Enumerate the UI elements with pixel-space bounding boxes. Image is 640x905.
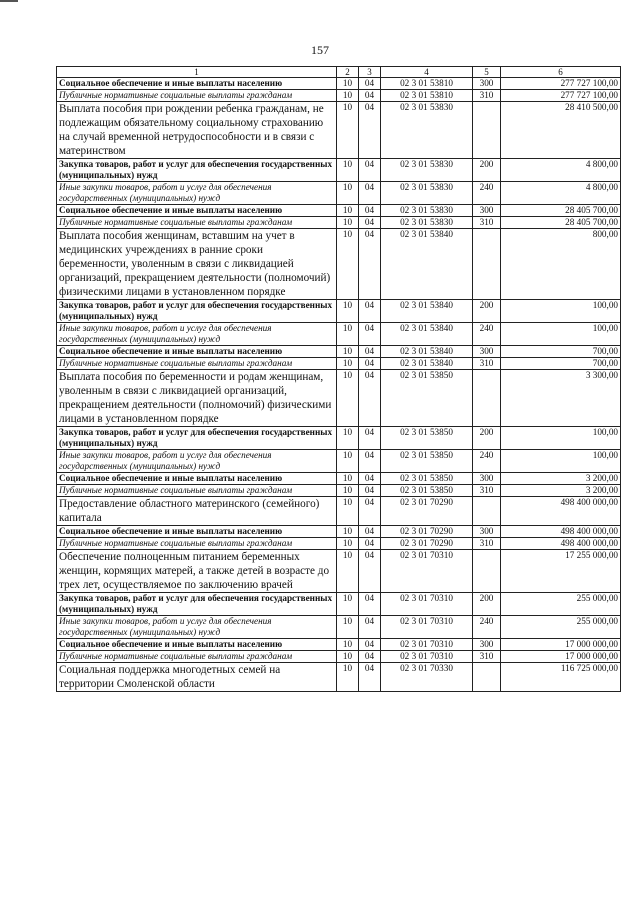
header-cell-6: 6 <box>501 67 621 78</box>
expense-type-code-cell: 310 <box>473 217 501 229</box>
amount-cell: 498 400 000,00 <box>501 497 621 526</box>
amount-cell: 277 727 100,00 <box>501 78 621 90</box>
expense-type-code-cell: 200 <box>473 159 501 182</box>
table-row <box>57 358 621 370</box>
target-article-code-cell: 02 3 01 70290 <box>381 497 473 526</box>
page-number: 157 <box>311 43 329 57</box>
header-cell-1: 1 <box>57 67 337 78</box>
table-row <box>57 593 621 616</box>
table-row <box>57 78 621 90</box>
target-article-code-cell: 02 3 01 53840 <box>381 358 473 370</box>
target-article-code-cell: 02 3 01 53830 <box>381 102 473 159</box>
subsection-code-cell: 04 <box>359 663 381 692</box>
subsection-code-cell: 04 <box>359 550 381 593</box>
table-row <box>57 639 621 651</box>
table-row <box>57 538 621 550</box>
target-article-code-cell: 02 3 01 53850 <box>381 370 473 427</box>
target-article-code-cell: 02 3 01 70310 <box>381 616 473 639</box>
expense-type-code-cell: 310 <box>473 358 501 370</box>
amount-cell: 17 000 000,00 <box>501 639 621 651</box>
item-name-cell: Выплата пособия женщинам, вставшим на учет в медицинских учреждениях в ранние сроки беременности, уволенным в связи с ликвидацией организаций, прекращением деятельности (полномочий) физическими лицами в установленном порядке <box>57 229 337 300</box>
table-row <box>57 229 621 300</box>
target-article-code-cell: 02 3 01 53850 <box>381 450 473 473</box>
subsection-code-cell: 04 <box>359 427 381 450</box>
amount-cell: 498 400 000,00 <box>501 538 621 550</box>
expense-type-code-cell <box>473 497 501 526</box>
item-name-cell: Предоставление областного материнского (семейного) капитала <box>57 497 337 526</box>
expense-type-code-cell <box>473 102 501 159</box>
section-code-cell: 10 <box>337 78 359 90</box>
item-name-cell: Закупка товаров, работ и услуг для обеспечения государственных (муниципальных) нужд <box>57 427 337 450</box>
target-article-code-cell: 02 3 01 53830 <box>381 182 473 205</box>
target-article-code-cell: 02 3 01 70310 <box>381 593 473 616</box>
column-number-header <box>57 67 621 78</box>
section-code-cell: 10 <box>337 473 359 485</box>
item-name-cell: Публичные нормативные социальные выплаты гражданам <box>57 485 337 497</box>
subsection-code-cell: 04 <box>359 217 381 229</box>
subsection-code-cell: 04 <box>359 639 381 651</box>
subsection-code-cell: 04 <box>359 651 381 663</box>
amount-cell: 100,00 <box>501 300 621 323</box>
amount-cell: 277 727 100,00 <box>501 90 621 102</box>
section-code-cell: 10 <box>337 370 359 427</box>
target-article-code-cell: 02 3 01 53850 <box>381 427 473 450</box>
amount-cell: 498 400 000,00 <box>501 526 621 538</box>
section-code-cell: 10 <box>337 497 359 526</box>
target-article-code-cell: 02 3 01 53840 <box>381 229 473 300</box>
subsection-code-cell: 04 <box>359 229 381 300</box>
table-row <box>57 651 621 663</box>
item-name-cell: Социальное обеспечение и иные выплаты населению <box>57 346 337 358</box>
table-row <box>57 370 621 427</box>
table-row <box>57 217 621 229</box>
target-article-code-cell: 02 3 01 53830 <box>381 217 473 229</box>
expense-type-code-cell <box>473 550 501 593</box>
expense-type-code-cell: 300 <box>473 526 501 538</box>
target-article-code-cell: 02 3 01 70310 <box>381 651 473 663</box>
subsection-code-cell: 04 <box>359 497 381 526</box>
item-name-cell: Социальное обеспечение и иные выплаты населению <box>57 639 337 651</box>
section-code-cell: 10 <box>337 217 359 229</box>
item-name-cell: Публичные нормативные социальные выплаты гражданам <box>57 358 337 370</box>
expense-type-code-cell: 240 <box>473 323 501 346</box>
table-row <box>57 205 621 217</box>
expense-type-code-cell: 310 <box>473 651 501 663</box>
item-name-cell: Социальное обеспечение и иные выплаты населению <box>57 473 337 485</box>
section-code-cell: 10 <box>337 663 359 692</box>
amount-cell: 3 200,00 <box>501 485 621 497</box>
target-article-code-cell: 02 3 01 53830 <box>381 205 473 217</box>
amount-cell: 700,00 <box>501 346 621 358</box>
section-code-cell: 10 <box>337 651 359 663</box>
amount-cell: 28 405 700,00 <box>501 205 621 217</box>
subsection-code-cell: 04 <box>359 358 381 370</box>
expense-type-code-cell: 200 <box>473 427 501 450</box>
target-article-code-cell: 02 3 01 53810 <box>381 78 473 90</box>
expense-type-code-cell: 310 <box>473 485 501 497</box>
item-name-cell: Иные закупки товаров, работ и услуг для обеспечения государственных (муниципальных) нужд <box>57 323 337 346</box>
item-name-cell: Социальное обеспечение и иные выплаты населению <box>57 526 337 538</box>
expense-type-code-cell <box>473 663 501 692</box>
expense-type-code-cell: 300 <box>473 78 501 90</box>
table-row <box>57 450 621 473</box>
subsection-code-cell: 04 <box>359 78 381 90</box>
amount-cell: 28 405 700,00 <box>501 217 621 229</box>
target-article-code-cell: 02 3 01 53840 <box>381 323 473 346</box>
amount-cell: 3 200,00 <box>501 473 621 485</box>
item-name-cell: Выплата пособия по беременности и родам женщинам, уволенным в связи с ликвидацией организаций, прекращением деятельности (полномочий) физическими лицами в установленном порядке <box>57 370 337 427</box>
expense-type-code-cell: 240 <box>473 450 501 473</box>
amount-cell: 255 000,00 <box>501 593 621 616</box>
item-name-cell: Публичные нормативные социальные выплаты гражданам <box>57 90 337 102</box>
section-code-cell: 10 <box>337 639 359 651</box>
expense-type-code-cell: 300 <box>473 639 501 651</box>
subsection-code-cell: 04 <box>359 159 381 182</box>
item-name-cell: Обеспечение полноценным питанием беременных женщин, кормящих матерей, а также детей в возрасте до трех лет, осуществляемое по заключению врачей <box>57 550 337 593</box>
table-row <box>57 485 621 497</box>
table-row <box>57 159 621 182</box>
table-row <box>57 102 621 159</box>
section-code-cell: 10 <box>337 526 359 538</box>
item-name-cell: Иные закупки товаров, работ и услуг для обеспечения государственных (муниципальных) нужд <box>57 616 337 639</box>
expense-type-code-cell: 200 <box>473 593 501 616</box>
item-name-cell: Иные закупки товаров, работ и услуг для обеспечения государственных (муниципальных) нужд <box>57 182 337 205</box>
amount-cell: 4 800,00 <box>501 159 621 182</box>
target-article-code-cell: 02 3 01 70290 <box>381 526 473 538</box>
section-code-cell: 10 <box>337 159 359 182</box>
table-row <box>57 497 621 526</box>
amount-cell: 100,00 <box>501 450 621 473</box>
target-article-code-cell: 02 3 01 53830 <box>381 159 473 182</box>
item-name-cell: Публичные нормативные социальные выплаты гражданам <box>57 538 337 550</box>
subsection-code-cell: 04 <box>359 182 381 205</box>
amount-cell: 17 255 000,00 <box>501 550 621 593</box>
expense-type-code-cell <box>473 229 501 300</box>
table-row <box>57 427 621 450</box>
corner-scan-mark <box>0 0 18 2</box>
expense-type-code-cell <box>473 370 501 427</box>
item-name-cell: Закупка товаров, работ и услуг для обеспечения государственных (муниципальных) нужд <box>57 593 337 616</box>
item-name-cell: Публичные нормативные социальные выплаты гражданам <box>57 651 337 663</box>
item-name-cell: Закупка товаров, работ и услуг для обеспечения государственных (муниципальных) нужд <box>57 159 337 182</box>
budget-table <box>56 66 621 692</box>
header-cell-4: 4 <box>381 67 473 78</box>
item-name-cell: Социальное обеспечение и иные выплаты населению <box>57 205 337 217</box>
section-code-cell: 10 <box>337 550 359 593</box>
target-article-code-cell: 02 3 01 70310 <box>381 639 473 651</box>
section-code-cell: 10 <box>337 450 359 473</box>
target-article-code-cell: 02 3 01 53850 <box>381 473 473 485</box>
item-name-cell: Закупка товаров, работ и услуг для обеспечения государственных (муниципальных) нужд <box>57 300 337 323</box>
table-row <box>57 526 621 538</box>
target-article-code-cell: 02 3 01 70290 <box>381 538 473 550</box>
table-row <box>57 473 621 485</box>
amount-cell: 100,00 <box>501 323 621 346</box>
subsection-code-cell: 04 <box>359 323 381 346</box>
amount-cell: 800,00 <box>501 229 621 300</box>
section-code-cell: 10 <box>337 229 359 300</box>
amount-cell: 700,00 <box>501 358 621 370</box>
target-article-code-cell: 02 3 01 70310 <box>381 550 473 593</box>
subsection-code-cell: 04 <box>359 526 381 538</box>
subsection-code-cell: 04 <box>359 346 381 358</box>
subsection-code-cell: 04 <box>359 205 381 217</box>
expense-type-code-cell: 240 <box>473 616 501 639</box>
section-code-cell: 10 <box>337 205 359 217</box>
item-name-cell: Публичные нормативные социальные выплаты гражданам <box>57 217 337 229</box>
amount-cell: 100,00 <box>501 427 621 450</box>
target-article-code-cell: 02 3 01 53850 <box>381 485 473 497</box>
item-name-cell: Иные закупки товаров, работ и услуг для обеспечения государственных (муниципальных) нужд <box>57 450 337 473</box>
section-code-cell: 10 <box>337 485 359 497</box>
amount-cell: 4 800,00 <box>501 182 621 205</box>
target-article-code-cell: 02 3 01 53840 <box>381 300 473 323</box>
target-article-code-cell: 02 3 01 70330 <box>381 663 473 692</box>
section-code-cell: 10 <box>337 182 359 205</box>
table-row <box>57 323 621 346</box>
section-code-cell: 10 <box>337 427 359 450</box>
expense-type-code-cell: 240 <box>473 182 501 205</box>
header-cell-3: 3 <box>359 67 381 78</box>
subsection-code-cell: 04 <box>359 538 381 550</box>
section-code-cell: 10 <box>337 102 359 159</box>
table-row <box>57 182 621 205</box>
target-article-code-cell: 02 3 01 53810 <box>381 90 473 102</box>
table-row <box>57 550 621 593</box>
section-code-cell: 10 <box>337 300 359 323</box>
item-name-cell: Социальное обеспечение и иные выплаты населению <box>57 78 337 90</box>
expense-type-code-cell: 310 <box>473 538 501 550</box>
table-body <box>57 67 621 692</box>
item-name-cell: Выплата пособия при рождении ребенка гражданам, не подлежащим обязательному социальному страхованию на случай временной нетрудоспособности и в связи с материнством <box>57 102 337 159</box>
subsection-code-cell: 04 <box>359 616 381 639</box>
section-code-cell: 10 <box>337 346 359 358</box>
subsection-code-cell: 04 <box>359 370 381 427</box>
section-code-cell: 10 <box>337 593 359 616</box>
item-name-cell: Социальная поддержка многодетных семей на территории Смоленской области <box>57 663 337 692</box>
subsection-code-cell: 04 <box>359 300 381 323</box>
table-row <box>57 663 621 692</box>
section-code-cell: 10 <box>337 358 359 370</box>
header-cell-2: 2 <box>337 67 359 78</box>
expense-type-code-cell: 200 <box>473 300 501 323</box>
header-cell-5: 5 <box>473 67 501 78</box>
table-row <box>57 300 621 323</box>
amount-cell: 17 000 000,00 <box>501 651 621 663</box>
subsection-code-cell: 04 <box>359 102 381 159</box>
subsection-code-cell: 04 <box>359 90 381 102</box>
section-code-cell: 10 <box>337 538 359 550</box>
expense-type-code-cell: 300 <box>473 346 501 358</box>
subsection-code-cell: 04 <box>359 593 381 616</box>
amount-cell: 28 410 500,00 <box>501 102 621 159</box>
section-code-cell: 10 <box>337 616 359 639</box>
expense-type-code-cell: 310 <box>473 90 501 102</box>
amount-cell: 255 000,00 <box>501 616 621 639</box>
amount-cell: 3 300,00 <box>501 370 621 427</box>
amount-cell: 116 725 000,00 <box>501 663 621 692</box>
target-article-code-cell: 02 3 01 53840 <box>381 346 473 358</box>
expense-type-code-cell: 300 <box>473 205 501 217</box>
subsection-code-cell: 04 <box>359 485 381 497</box>
section-code-cell: 10 <box>337 323 359 346</box>
expense-type-code-cell: 300 <box>473 473 501 485</box>
table-row <box>57 616 621 639</box>
table-row <box>57 90 621 102</box>
section-code-cell: 10 <box>337 90 359 102</box>
subsection-code-cell: 04 <box>359 450 381 473</box>
table-row <box>57 346 621 358</box>
subsection-code-cell: 04 <box>359 473 381 485</box>
